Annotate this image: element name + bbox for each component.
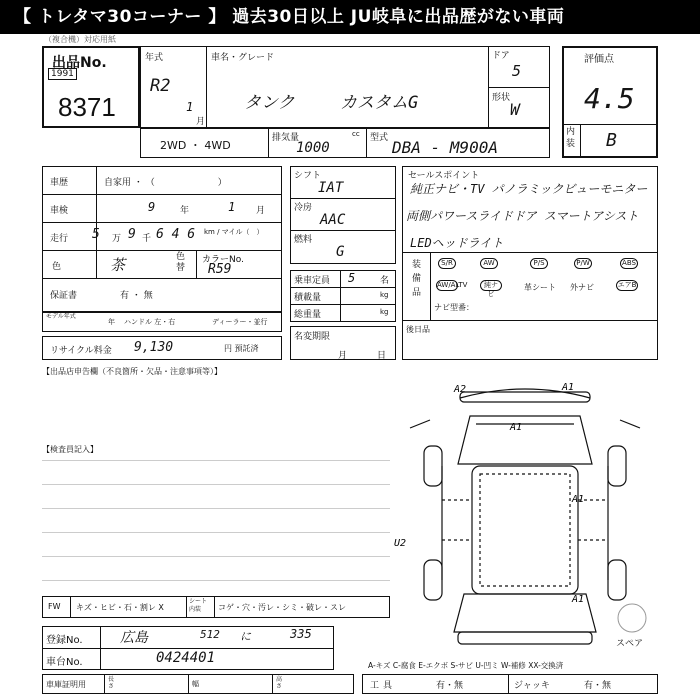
shape-value: W — [510, 100, 520, 119]
color-label: 色 — [52, 262, 62, 272]
inspection-month: 1 — [228, 200, 236, 214]
fuel-value: G — [336, 244, 345, 260]
name-change-label: 名変期限 — [294, 332, 331, 342]
capacity-label: 乗車定員 — [294, 276, 331, 286]
damage-diagram — [394, 370, 660, 660]
history-label: 車歴 — [50, 178, 69, 188]
cert-height: 高さ — [276, 676, 283, 690]
ac-value: AAC — [320, 212, 346, 228]
type-value: DBA - M900A — [392, 138, 498, 157]
cert-width: 幅 — [192, 680, 199, 688]
drive-options: 2WD ・ 4WD — [160, 139, 231, 152]
displacement-value: 1000 — [296, 140, 330, 156]
recycle-unit: 円 預託済 — [224, 344, 259, 353]
corner-banner: 【 トレタマ30コーナー 】 過去30日以上 JU岐阜に出品歴がない車両 — [0, 0, 700, 34]
sales-line-2: 両側パワースライドドア スマートアシスト — [406, 209, 639, 223]
mileage-sen-unit: 千 — [142, 234, 152, 244]
lot-number: 8371 — [58, 92, 116, 122]
hood-outline — [458, 416, 592, 464]
right-mirror — [620, 420, 640, 428]
seat-label: シート内装 — [189, 598, 208, 613]
cert-length: 長さ — [108, 676, 115, 690]
navi-model-label: ナビ型番： — [434, 303, 474, 312]
shift-label: シフト — [294, 171, 322, 181]
shift-value: IAT — [318, 180, 344, 196]
ac-label: 冷房 — [294, 203, 313, 213]
sales-line-3: LEDヘッドライト — [410, 236, 504, 250]
score-value: 4.5 — [584, 82, 635, 115]
doors-value: 5 — [512, 62, 522, 80]
fw-label: FW — [48, 602, 61, 611]
jack-label: ジャッキ — [514, 681, 550, 691]
damage-mark-2: A1 — [562, 382, 575, 393]
recycle-label: リサイクル料金 — [50, 346, 112, 356]
sales-line-1: 純正ナビ・TV パノラミックビューモニター — [410, 182, 648, 196]
load-label: 積載量 — [294, 293, 322, 303]
equip-altv: AW/ALTV — [437, 281, 468, 289]
mileage-man-unit: 万 — [112, 234, 122, 244]
dealer-options: ディーラー・並行 — [212, 318, 268, 326]
model-name: タンク — [244, 93, 295, 113]
damage-mark-5: U2 — [394, 538, 407, 549]
history-value: 自家用 ・ （ ） — [104, 178, 227, 188]
registration-class: 512 — [200, 628, 220, 641]
load-unit: kg — [380, 291, 389, 299]
mileage-label: 走行 — [50, 234, 69, 244]
equip-aw: AW — [480, 258, 498, 269]
color-change: 色替 — [176, 252, 186, 273]
model-label: 車名・グレード — [211, 53, 275, 63]
handle-options: ハンドル 左・右 — [124, 318, 176, 326]
roof-outline — [472, 466, 578, 594]
displacement-unit: cc — [352, 130, 360, 138]
equip-ext-navi: 外ナビ — [570, 283, 594, 292]
mileage-sen: 9 — [128, 227, 136, 242]
lot-box — [42, 46, 140, 128]
year-label: 年式 — [145, 53, 164, 63]
gross-unit: kg — [380, 308, 389, 316]
lot-label: 出品No. — [52, 55, 107, 71]
equip-navi: 純ナビ — [480, 280, 502, 291]
spare-tire-icon — [618, 604, 646, 632]
equip-abs: ABS — [620, 258, 638, 269]
mileage-unit: km / マイル（ ） — [204, 228, 264, 236]
type-label: 型式 — [370, 133, 389, 143]
color-value: 茶 — [110, 256, 126, 274]
warranty-value: 有 ・ 無 — [120, 291, 153, 301]
spare-label: スペア — [616, 639, 644, 649]
warranty-label: 保証書 — [50, 291, 78, 301]
rear-bumper — [458, 632, 592, 644]
inspection-label: 車検 — [50, 206, 69, 216]
damage-mark-1: A2 — [454, 384, 467, 395]
equipment-label: 装備品 — [412, 260, 422, 298]
inspection-year: 9 — [148, 200, 156, 214]
color-code-label: カラーNo. — [202, 255, 244, 265]
header-partial: （複合機）対応用紙 — [44, 35, 116, 44]
year-month: 1 — [186, 100, 194, 114]
rear-left-wheel — [424, 560, 442, 600]
inspection-month-unit: 月 — [256, 206, 266, 216]
score-label: 評価点 — [584, 54, 614, 65]
capacity-value: 5 — [348, 271, 356, 285]
mileage-rest: 6 4 6 — [156, 227, 196, 242]
equip-leather: 革シート — [524, 283, 556, 292]
rear-right-wheel — [608, 560, 626, 600]
chassis-label: 車台No. — [46, 657, 83, 668]
equip-airbag: エアB — [617, 281, 637, 289]
equip-ps: P/S — [530, 258, 548, 269]
interior-value: B — [606, 130, 617, 151]
damage-mark-3: A1 — [510, 422, 523, 433]
name-change-unit: 月日 — [338, 351, 417, 361]
inspector-label: 【検査員記入】 — [42, 445, 98, 454]
year-month-unit: 月 — [196, 117, 206, 127]
sales-label: セールスポイント — [408, 171, 480, 181]
tools-value: 有・無 — [436, 681, 464, 691]
seller-notes-label: 【出品店申告欄（不良箇所・欠品・注意事項等）】 — [42, 367, 222, 376]
doors-label: ドア — [492, 51, 510, 61]
front-right-wheel — [608, 446, 626, 486]
model-year-label: モデル年式 — [46, 313, 76, 320]
interior-label: 内装 — [566, 127, 576, 149]
registration-label: 登録No. — [46, 635, 83, 646]
fuel-label: 燃料 — [294, 235, 313, 245]
color-code: R59 — [208, 262, 232, 277]
left-mirror — [410, 420, 430, 428]
lot-code: 1991 — [48, 68, 77, 80]
mileage-man: 5 — [92, 227, 100, 242]
year-era: R2 — [150, 76, 171, 96]
tools-row — [362, 674, 658, 694]
gross-label: 総重量 — [294, 310, 322, 320]
recycle-value: 9,130 — [134, 340, 174, 355]
damage-mark-6: A1 — [572, 594, 585, 605]
front-left-wheel — [424, 446, 442, 486]
registration-suffix: に — [240, 630, 251, 643]
seat-text: コゲ・穴・汚レ・シミ・破レ・スレ — [218, 603, 346, 612]
displacement-label: 排気量 — [272, 133, 300, 143]
registration-num: 335 — [290, 627, 312, 641]
jack-value: 有・無 — [584, 681, 612, 691]
model-grade: カスタムG — [340, 93, 419, 113]
damage-mark-4: A1 — [572, 494, 585, 505]
registration-region: 広島 — [120, 630, 148, 646]
chassis-value: 0424401 — [156, 650, 216, 666]
tools-label: 工具 — [370, 681, 397, 691]
capacity-unit: 名 — [380, 276, 390, 286]
damage-legend: A-キズ C-腐食 E-エクボ S-サビ U-凹ミ W-補修 XX-交換済 — [368, 661, 564, 670]
shape-label: 形状 — [492, 93, 511, 103]
notes-label: 後日品 — [406, 325, 430, 334]
inspection-year-unit: 年 — [180, 206, 190, 216]
fw-text: キズ・ヒビ・石・割レ X — [76, 603, 164, 612]
equip-sr: S/R — [438, 258, 456, 269]
cert-label: 車庫証明用 — [46, 680, 86, 689]
equip-pw: P/W — [574, 258, 592, 269]
model-year-unit: 年 — [108, 318, 115, 326]
